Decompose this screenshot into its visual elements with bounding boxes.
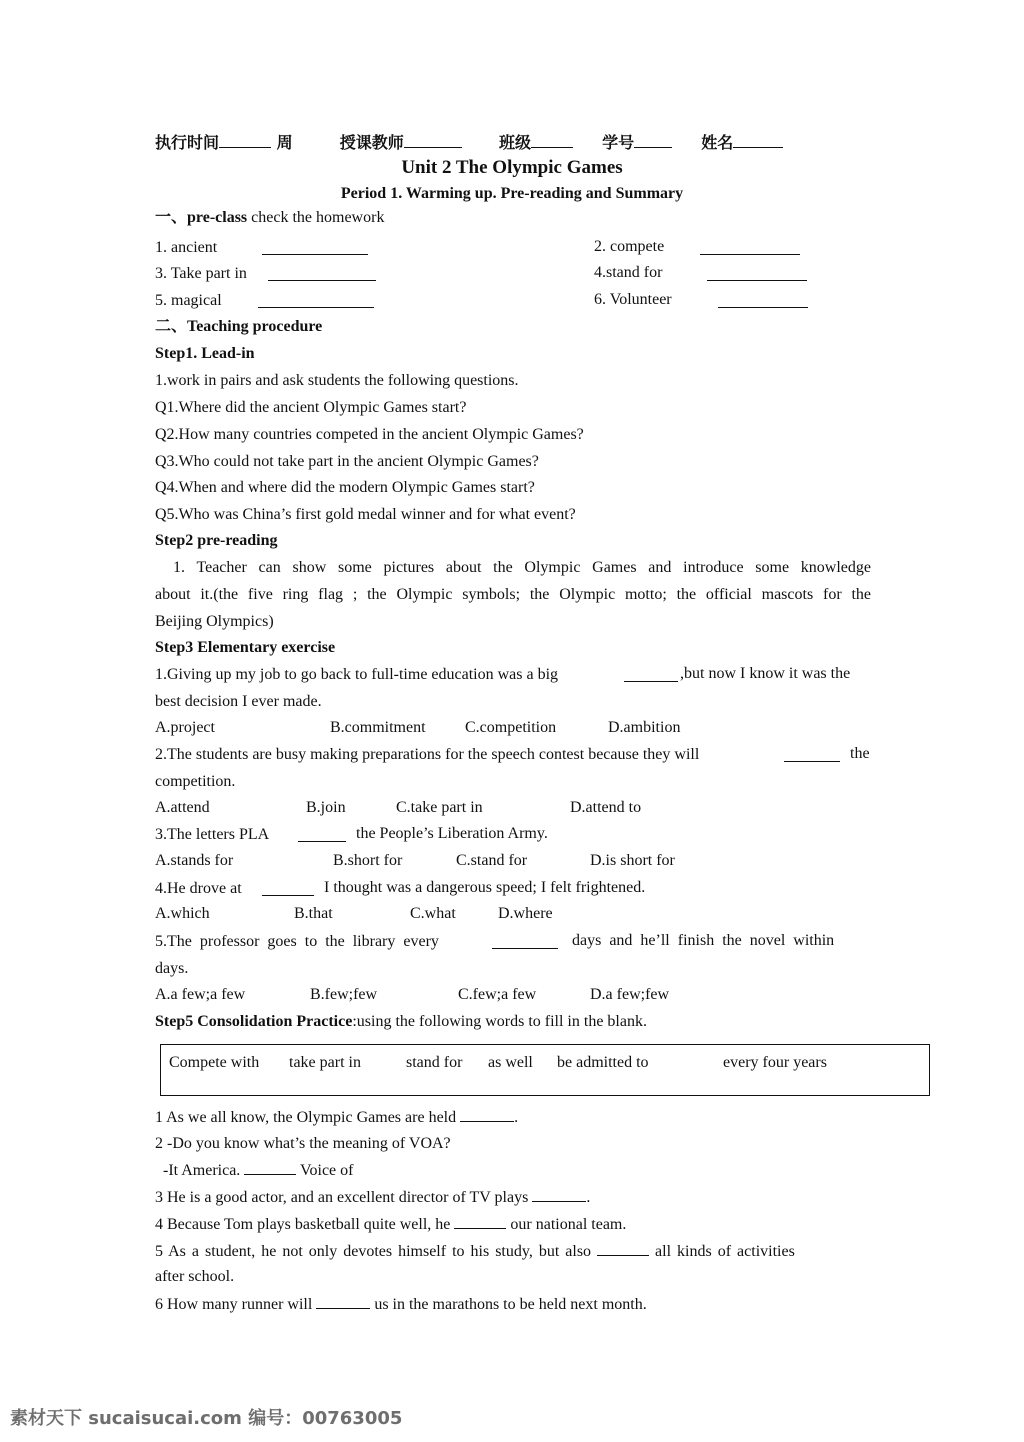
option[interactable]: A.which <box>155 905 210 922</box>
fill-sentence: 5 As a student, he not only devotes himself to his study, but also all kinds of activities <box>155 1243 795 1260</box>
answer-blank[interactable] <box>492 932 558 949</box>
word-bank-item: take part in <box>289 1054 361 1071</box>
class-label: 班级 <box>498 133 531 152</box>
option[interactable]: B.that <box>294 905 333 922</box>
student-no-label: 学号 <box>602 133 635 152</box>
exercise-question: the People’s Liberation Army. <box>356 825 548 842</box>
option[interactable]: A.project <box>155 719 215 736</box>
fill-sentence: -It America. Voice of <box>163 1162 354 1179</box>
homework-item: 2. compete <box>594 238 665 255</box>
question-line: Q5.Who was China’s first gold medal winner and for what event? <box>155 506 576 523</box>
option[interactable]: B.commitment <box>330 719 426 736</box>
step2-text: about it.(the five ring flag ; the Olympic symbols; the Olympic motto; the official mascots for the <box>155 586 871 603</box>
fill-sentence: after school. <box>155 1268 235 1285</box>
section-teaching-procedure: 二、Teaching procedure <box>155 318 323 335</box>
homework-item: 4.stand for <box>594 264 663 281</box>
step3-title: Step3 Elementary exercise <box>155 639 336 656</box>
option[interactable]: A.stands for <box>155 852 234 869</box>
word-bank-item: Compete with <box>169 1054 260 1071</box>
step2-text: 1. Teacher can show some pictures about the Olympic Games and introduce some knowledge <box>173 559 871 576</box>
answer-blank[interactable] <box>624 665 678 682</box>
page-subtitle: Period 1. Warming up. Pre-reading and Summary <box>340 185 684 202</box>
fill-sentence: 6 How many runner will us in the marathons to be held next month. <box>155 1296 647 1313</box>
option[interactable]: D.a few;few <box>590 986 670 1003</box>
name-label: 姓名 <box>701 133 734 152</box>
exercise-question: the <box>850 745 870 762</box>
step1-title: Step1. Lead-in <box>155 345 255 362</box>
step1-intro: 1.work in pairs and ask students the following questions. <box>155 372 519 389</box>
homework-item: 1. ancient <box>155 239 218 256</box>
option[interactable]: C.what <box>410 905 456 922</box>
exercise-question: days. <box>155 960 189 977</box>
exercise-question: 4.He drove at <box>155 880 242 897</box>
fill-sentence: 4 Because Tom plays basketball quite well, he our national team. <box>155 1216 627 1233</box>
answer-blank[interactable] <box>784 745 840 762</box>
option[interactable]: B.short for <box>333 852 403 869</box>
exercise-question: 3.The letters PLA <box>155 826 270 843</box>
step5-title: Step5 Consolidation Practice:using the following words to fill in the blank. <box>155 1013 647 1030</box>
fill-sentence: 2 -Do you know what’s the meaning of VOA? <box>155 1135 451 1152</box>
answer-blank[interactable] <box>700 238 800 255</box>
page-title: Unit 2 The Olympic Games <box>401 157 623 178</box>
exec-time-label: 执行时间 <box>155 133 220 152</box>
header-row <box>155 130 783 153</box>
word-bank-item: as well <box>488 1054 533 1071</box>
option[interactable]: B.few;few <box>310 986 378 1003</box>
option[interactable]: A.a few;a few <box>155 986 246 1003</box>
word-bank-item: stand for <box>406 1054 463 1071</box>
option[interactable]: D.ambition <box>608 719 681 736</box>
week-label: 周 <box>276 133 293 152</box>
question-line: Q3.Who could not take part in the ancient Olympic Games? <box>155 453 539 470</box>
option[interactable]: C.take part in <box>396 799 483 816</box>
option[interactable]: C.stand for <box>456 852 528 869</box>
homework-item: 5. magical <box>155 292 222 309</box>
exercise-question: best decision I ever made. <box>155 693 322 710</box>
word-bank-item: be admitted to <box>557 1054 649 1071</box>
exercise-question: ,but now I know it was the <box>680 665 851 682</box>
option[interactable]: C.few;a few <box>458 986 537 1003</box>
question-line: Q1.Where did the ancient Olympic Games start? <box>155 399 467 416</box>
fill-sentence: 1 As we all know, the Olympic Games are held . <box>155 1109 519 1126</box>
exercise-question: competition. <box>155 773 236 790</box>
answer-blank[interactable] <box>718 291 808 308</box>
teacher-label: 授课教师 <box>339 133 404 152</box>
word-bank-box <box>160 1044 930 1096</box>
answer-blank[interactable] <box>707 264 807 281</box>
homework-item: 3. Take part in <box>155 265 247 282</box>
exercise-question: days and he’ll finish the novel within <box>572 932 835 949</box>
exercise-question: I thought was a dangerous speed; I felt frightened. <box>324 879 646 896</box>
option[interactable]: D.attend to <box>570 799 642 816</box>
step2-title: Step2 pre-reading <box>155 532 278 549</box>
answer-blank[interactable] <box>262 879 314 896</box>
option[interactable]: D.is short for <box>590 852 675 869</box>
exercise-question: 5.The professor goes to the library every <box>155 933 439 950</box>
section-pre-class: 一、pre-class check the homework <box>155 209 385 226</box>
step2-text: Beijing Olympics) <box>155 613 274 630</box>
word-bank-item: every four years <box>723 1054 827 1071</box>
exercise-question: 1.Giving up my job to go back to full-time education was a big <box>155 666 559 683</box>
homework-item: 6. Volunteer <box>594 291 672 308</box>
exercise-question: 2.The students are busy making preparations for the speech contest because they will <box>155 746 700 763</box>
option[interactable]: D.where <box>498 905 553 922</box>
answer-blank[interactable] <box>268 264 376 281</box>
option[interactable]: A.attend <box>155 799 210 816</box>
option[interactable]: C.competition <box>465 719 557 736</box>
answer-blank[interactable] <box>262 238 368 255</box>
answer-blank[interactable] <box>258 291 374 308</box>
question-line: Q4.When and where did the modern Olympic Games start? <box>155 479 535 496</box>
fill-sentence: 3 He is a good actor, and an excellent director of TV plays . <box>155 1189 591 1206</box>
option[interactable]: B.join <box>306 799 346 816</box>
watermark: 素材天下 sucaisucai.com 编号：00763005 <box>10 1408 403 1429</box>
question-line: Q2.How many countries competed in the ancient Olympic Games? <box>155 426 584 443</box>
answer-blank[interactable] <box>298 825 346 842</box>
